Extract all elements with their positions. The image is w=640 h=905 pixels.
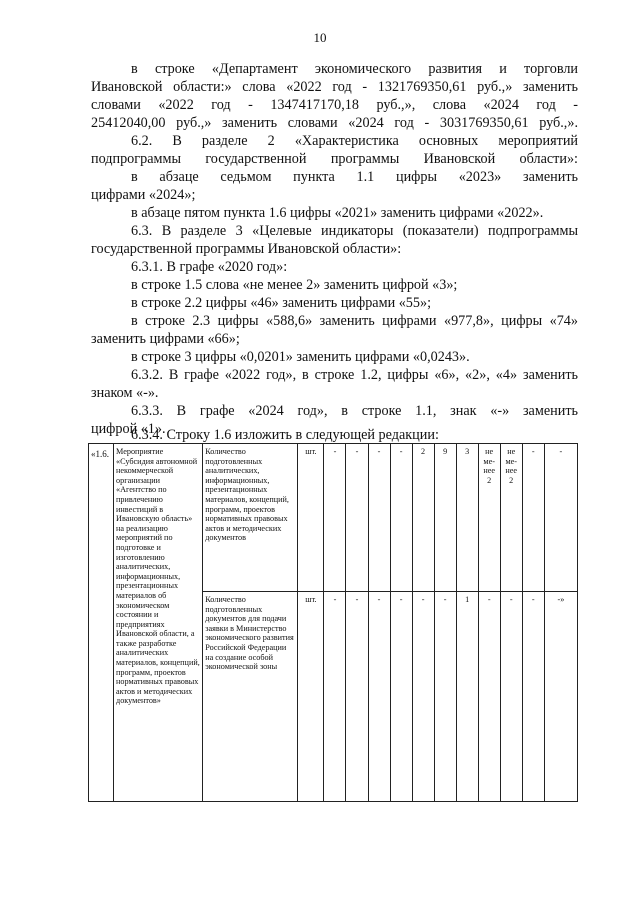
value-cell: -» — [544, 592, 577, 802]
para-4: в абзаце пятом пункта 1.6 цифры «2021» заменить цифрами «2022». — [131, 205, 544, 221]
indicator-table — [88, 443, 578, 802]
para-2-line-2: подпрограммы государственной программы Ивановской области»: — [91, 151, 578, 167]
value-cell: - — [412, 592, 434, 802]
indicator-name: Количество подготовленных документов для подачи заявки в Министерство экономического развития Российской Федерации на создание особой экономической зоны — [203, 592, 298, 802]
value-cell: - — [500, 592, 522, 802]
value-cell: 3 — [456, 444, 478, 592]
value-cell: не ме-нее 2 — [478, 444, 500, 592]
para-5-line-1: 6.3. В разделе 3 «Целевые индикаторы (показатели) подпрограммы — [131, 223, 578, 239]
para-3-line-2: цифрами «2024»; — [91, 187, 196, 203]
value-cell: не ме-нее 2 — [500, 444, 522, 592]
value-cell: - — [478, 592, 500, 802]
value-cell: - — [324, 592, 346, 802]
value-cell: - — [390, 592, 412, 802]
value-cell: - — [522, 444, 544, 592]
value-cell: 2 — [412, 444, 434, 592]
para-10: в строке 3 цифры «0,0201» заменить цифрами «0,0243». — [131, 349, 470, 365]
value-cell: - — [368, 444, 390, 592]
unit-cell: шт. — [298, 444, 324, 592]
page-number: 10 — [313, 30, 327, 45]
value-cell: - — [346, 592, 368, 802]
value-cell: - — [390, 444, 412, 592]
para-1-line-3: словами «2022 год - 1347417170,18 руб.,», слова «2024 год - — [91, 97, 578, 113]
table-row — [89, 444, 578, 592]
para-5-line-2: государственной программы Ивановской области»: — [91, 241, 402, 257]
row-number: «1.6. — [89, 444, 114, 802]
value-cell: - — [434, 592, 456, 802]
para-12-line-2: цифрой «1». — [91, 421, 166, 437]
value-cell: - — [368, 592, 390, 802]
para-3-line-1: в абзаце седьмом пункта 1.1 цифры «2023» заменить — [131, 169, 578, 185]
value-cell: - — [324, 444, 346, 592]
value-cell: 9 — [434, 444, 456, 592]
para-9-line-1: в строке 2.3 цифры «588,6» заменить цифрами «977,8», цифры «74» — [131, 313, 578, 329]
value-cell: 1 — [456, 592, 478, 802]
para-1-line-2: Ивановской области:» слова «2022 год - 1321769350,61 руб.,» заменить — [91, 79, 578, 95]
value-cell: - — [522, 592, 544, 802]
para-8: в строке 2.2 цифры «46» заменить цифрами «55»; — [131, 295, 432, 311]
unit-cell: шт. — [298, 592, 324, 802]
indicator-name: Количество подготовленных аналитических, информационных, презентационных материалов, концепций, программ, проектов нормативных правовых актов и методических документов — [203, 444, 298, 592]
para-12-line-1: 6.3.3. В графе «2024 год», в строке 1.1, знак «-» заменить — [131, 403, 578, 419]
para-1-line-1: в строке «Департамент экономического развития и торговли — [131, 61, 578, 77]
para-2-line-1: 6.2. В разделе 2 «Характеристика основных мероприятий — [131, 133, 578, 149]
value-cell: - — [346, 444, 368, 592]
para-6: 6.3.1. В графе «2020 год»: — [131, 259, 288, 275]
para-7: в строке 1.5 слова «не менее 2» заменить цифрой «3»; — [131, 277, 458, 293]
event-description: Мероприятие «Субсидия автономной некоммерческой организации «Агентство по привлечению инвестиций в Ивановскую область» на реализацию мероприятий по подготовке и изготовлению аналитических, информационных, презентационных материалов об экономическом состоянии и предприятиях Ивановской области, а также разработке аналитических материалов, концепций, программ, проектов нормативных правовых актов и методических документов» — [114, 444, 203, 802]
para-11-line-2: знаком «-». — [91, 385, 159, 401]
para-9-line-2: заменить цифрами «66»; — [91, 331, 240, 347]
value-cell: - — [544, 444, 577, 592]
para-11-line-1: 6.3.2. В графе «2022 год», в строке 1.2, цифры «6», «2», «4» заменить — [131, 367, 578, 383]
para-1-line-4: 25412040,00 руб.,» заменить словами «2024 год - 3031769350,61 руб.,». — [91, 115, 578, 131]
para-13: 6.3.4. Строку 1.6 изложить в следующей редакции: — [131, 427, 439, 443]
